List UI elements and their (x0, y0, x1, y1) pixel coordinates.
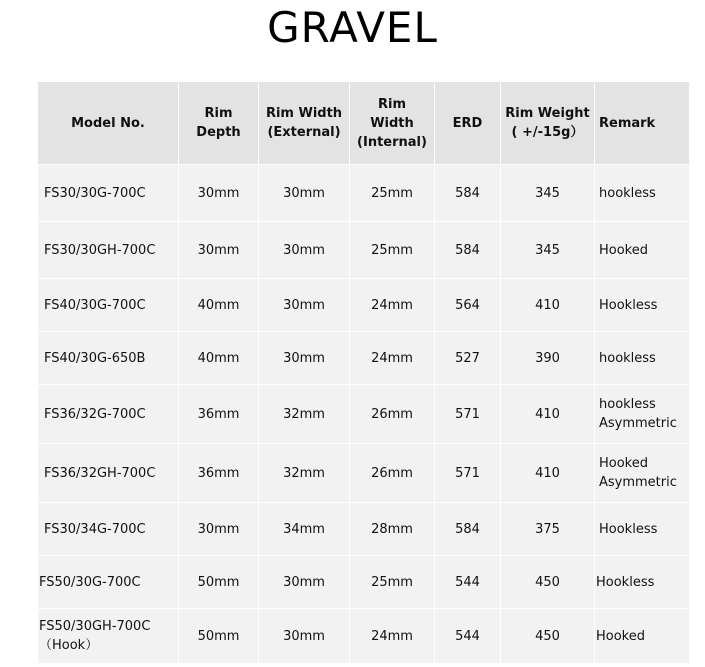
cell-rim-width-internal: 25mm (350, 222, 435, 279)
cell-erd: 544 (435, 609, 501, 664)
cell-remark-line: Hookless (596, 574, 655, 590)
cell-rim-depth: 40mm (179, 279, 259, 332)
cell-rim-width-external: 30mm (259, 222, 350, 279)
cell-rim-weight: 450 (501, 556, 595, 609)
cell-model-line: FS30/30G-700C (44, 185, 146, 201)
table-row (38, 385, 690, 444)
cell-model-line: FS36/32GH-700C (44, 465, 156, 481)
cell-model (38, 444, 179, 503)
cell-erd: 584 (435, 503, 501, 556)
cell-rim-width-internal: 25mm (350, 556, 435, 609)
header-rim-width-external-line-1: Rim Width (265, 106, 343, 121)
cell-rim-depth: 40mm (179, 332, 259, 385)
cell-remark (595, 556, 690, 609)
page-title: GRAVEL (267, 3, 438, 52)
cell-remark (595, 503, 690, 556)
header-rim-weight-line-2: ( +/-15g） (511, 125, 584, 140)
cell-rim-weight: 390 (501, 332, 595, 385)
cell-erd: 544 (435, 556, 501, 609)
cell-rim-width-internal: 26mm (350, 444, 435, 503)
cell-remark-line: hookless (599, 350, 656, 366)
cell-rim-width-internal: 24mm (350, 279, 435, 332)
cell-erd: 571 (435, 444, 501, 503)
cell-remark-line: Asymmetric (599, 416, 677, 431)
cell-rim-width-external: 34mm (259, 503, 350, 556)
cell-rim-width-external: 30mm (259, 279, 350, 332)
cell-remark (595, 222, 690, 279)
cell-rim-depth: 30mm (179, 503, 259, 556)
cell-rim-width-internal: 24mm (350, 609, 435, 664)
table-row (38, 279, 690, 332)
cell-remark (595, 609, 690, 664)
cell-remark (595, 444, 690, 503)
header-erd: ERD (435, 82, 501, 165)
cell-rim-width-external: 32mm (259, 385, 350, 444)
header-rim-width-internal-line-2: (Internal) (357, 134, 427, 150)
table-row (38, 444, 690, 503)
cell-model-line: FS30/30GH-700C (44, 242, 156, 258)
cell-rim-width-external: 30mm (259, 609, 350, 664)
cell-model (38, 332, 179, 385)
cell-model-line: FS50/30G-700C (39, 574, 141, 590)
cell-rim-weight: 410 (501, 279, 595, 332)
cell-remark-line: Hooked (596, 628, 645, 644)
cell-rim-depth: 36mm (179, 444, 259, 503)
cell-rim-width-internal: 24mm (350, 332, 435, 385)
header-rim-weight (501, 82, 595, 165)
cell-model (38, 385, 179, 444)
cell-rim-depth: 30mm (179, 222, 259, 279)
table-row (38, 609, 690, 664)
cell-rim-depth: 50mm (179, 609, 259, 664)
cell-model-line: FS40/30G-700C (44, 297, 146, 313)
table-row (38, 503, 690, 556)
table-row (38, 222, 690, 279)
cell-model-line: （Hook） (39, 638, 99, 653)
cell-rim-depth: 36mm (179, 385, 259, 444)
cell-model (38, 222, 179, 279)
cell-model (38, 609, 179, 664)
cell-remark (595, 332, 690, 385)
cell-rim-weight: 410 (501, 444, 595, 503)
header-rim-width-external-line-2: (External) (267, 125, 341, 140)
cell-model-line: FS30/34G-700C (44, 521, 146, 537)
header-rim-depth: Rim Depth (179, 82, 259, 165)
cell-erd: 584 (435, 222, 501, 279)
cell-model-line: FS50/30GH-700C (39, 619, 151, 634)
cell-rim-width-external: 32mm (259, 444, 350, 503)
cell-remark (595, 165, 690, 222)
cell-rim-weight: 410 (501, 385, 595, 444)
cell-model (38, 556, 179, 609)
cell-model (38, 279, 179, 332)
header-rim-width-internal (350, 82, 435, 165)
cell-remark (595, 385, 690, 444)
table-row (38, 165, 690, 222)
cell-model-line: FS40/30G-650B (44, 350, 146, 366)
cell-rim-weight: 375 (501, 503, 595, 556)
header-rim-weight-line-1: Rim Weight (505, 106, 590, 121)
cell-erd: 527 (435, 332, 501, 385)
cell-remark-line: hookless (599, 185, 656, 201)
cell-remark (595, 279, 690, 332)
table-row (38, 332, 690, 385)
cell-remark-line: Hookless (599, 521, 658, 537)
table-row (38, 556, 690, 609)
cell-rim-weight: 450 (501, 609, 595, 664)
cell-rim-depth: 50mm (179, 556, 259, 609)
cell-erd: 584 (435, 165, 501, 222)
cell-erd: 571 (435, 385, 501, 444)
cell-erd: 564 (435, 279, 501, 332)
header-rim-width-external (259, 82, 350, 165)
cell-rim-width-external: 30mm (259, 332, 350, 385)
cell-rim-width-external: 30mm (259, 165, 350, 222)
cell-rim-weight: 345 (501, 222, 595, 279)
spec-table (38, 82, 690, 664)
cell-model (38, 503, 179, 556)
header-remark: Remark (595, 82, 690, 165)
cell-rim-width-internal: 25mm (350, 165, 435, 222)
cell-remark-line: Hooked (599, 456, 648, 471)
cell-rim-width-internal: 28mm (350, 503, 435, 556)
table-header-row (38, 82, 690, 165)
cell-rim-weight: 345 (501, 165, 595, 222)
cell-rim-width-external: 30mm (259, 556, 350, 609)
cell-model (38, 165, 179, 222)
cell-remark-line: Hookless (599, 297, 658, 313)
cell-rim-width-internal: 26mm (350, 385, 435, 444)
cell-model-line: FS36/32G-700C (44, 406, 146, 422)
cell-rim-depth: 30mm (179, 165, 259, 222)
cell-remark-line: Asymmetric (599, 475, 677, 490)
header-model: Model No. (38, 82, 179, 165)
header-rim-width-internal-line-1: Rim Width (370, 96, 414, 131)
cell-remark-line: Hooked (599, 242, 648, 258)
cell-remark-line: hookless (599, 397, 656, 412)
